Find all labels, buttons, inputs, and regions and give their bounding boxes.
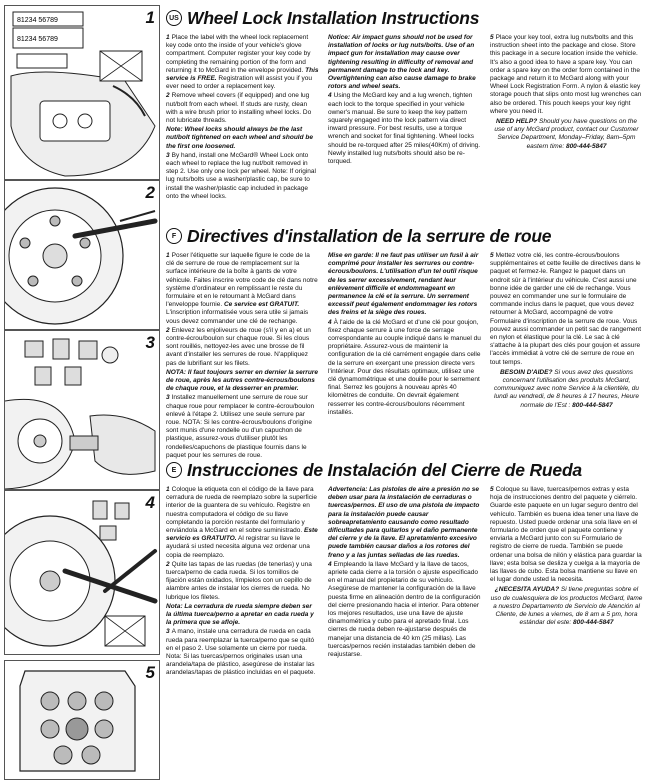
english-column-1 bbox=[166, 34, 319, 202]
english-heading bbox=[166, 8, 644, 28]
language-badge-f: F bbox=[166, 228, 182, 244]
step-5-text: 5 Mettez votre clé, les contre-écrous/boulons supplémentaires et cette feuille de directives dans le paquet et fermez-le. Rangez le paquet dans un endroit sûr à l'intérieur du véhicule. C'est aussi une bonne idée de garder une clé de rechange. Vous pouvez en commander une sur le formulaire de commande inclus dans le paquet, que vous devez retourner à McGard, accompagné de votre Formulaire d'inscription de la serrure de roue. Vous pouvez aussi commander un petit sac de rangement en nylon et élastique pour la clé. Le sac à clé s'attache à la plupart des clés pour goujon et assure l'accès immédiat à votre clé de serrure de roue en tout temps. bbox=[490, 252, 642, 366]
step-4-text: 4 Using the McGard key and a lug wrench, tighten each lock to the torque specified in your vehicle owner's manual. Be sure to keep the key pattern squarely engaged into the lock pattern via direct inward pressure. For best results, use a torque wrench and socket for final tightening. Wheel locks should be re-torqued after 25 miles(40Km) of driving. Newly installed lug nuts/bolts should also be re-torqued. bbox=[328, 92, 481, 166]
french-column-1 bbox=[166, 252, 319, 461]
notice-text: Notice: Air impact guns should not be used for installation of locks or lug nuts/bolts. Use of an impact gun for installation may cause over tightening resulting in difficulty of removal and permanent damage to the lock and key. Overtightening can also cause damage to brake rotors and wheel seats. bbox=[328, 34, 476, 91]
language-badge-us: US bbox=[166, 10, 182, 26]
lock-installation-drawing bbox=[5, 331, 160, 490]
step-4-text: 4 Empleando la llave McGard y la llave de tacos, apriete cada cierre a la torsión o ajuste especificado en el manual del propietario de su vehículo. Asegúrese de mantener la configuración de la llave puesta firme en alineación dentro de la configuración del cierre presionando hacia el interior. Para obtener los mejores resultados, use una llave de ajuste dinamométrica y cubo para el apretado final. Los cierres de rueda deben re-ajustarse después de manejar una distancia de 40 km (25 millas). Las tuercas/pernos recién instaladas también deben de reajustarse. bbox=[328, 560, 481, 659]
illustration-step-3 bbox=[4, 330, 160, 490]
phone-number: 800-444-5847 bbox=[565, 142, 607, 150]
wheel-cover-removal-drawing bbox=[5, 181, 160, 330]
note-text: Nota: La cerradura de rueda siempre deben ser la última tuerca/perno a apretar en cada rueda y la primera que se afloje. bbox=[166, 602, 314, 627]
step-number: 4 bbox=[145, 493, 155, 512]
phone-number: 800-444-5847 bbox=[572, 401, 613, 409]
step-1-text: 1 Coloque la etiqueta con el código de la llave para cerradura de rueda de reemplazo sobre la superficie interior de la guantera de su vehículo. Registre en nuestra computadora el código de su llave completando la porción restante del formulario y enviándola a McGard en el sobre suministrado. Este servicio es GRATUITO. Al registrar su llave le ayudará si usted necesita alguna vez ordenar una copia de reemplazo. bbox=[166, 486, 318, 559]
key-code-label: 81234 56789 bbox=[17, 36, 58, 43]
illustration-step-5 bbox=[4, 660, 160, 780]
spanish-column-1 bbox=[166, 486, 319, 679]
step-5-text: 5 Place your key tool, extra lug nuts/bolts and this instruction sheet into the package and close. Store this package in a secure location inside the vehicle. It's also a good idea to have a spare key. You can order a spare key on the order form contained in the package and return it to McGard along with your Wheel Lock Registration Form. A nylon & elastic key storage pouch that slips onto most lug wrenches can also be ordered. This pouch keeps your key right where you need it. bbox=[490, 34, 642, 115]
french-title: Directives d'installation de la serrure de roue bbox=[187, 225, 552, 246]
help-text: ¿NECESITA AYUDA? Si tiene preguntas sobre el uso de cualesquiera de los productos McGard, llame a nuestro Departamento de Servicio de Atención al Cliente, de lunes a viernes, de 8 am a 5 pm, hora estándar del este: 800-444-5847 bbox=[490, 586, 643, 627]
step-3-text: 3 Installez manuellement une serrure de roue sur chaque roue pour remplacer le contre-écrou/boulon enlevé à l'étape 2. Utilisez une seule serrure par roue. NOTA: Si les contre-écrous/boulons d'origine sont munis d'une rondelle ou d'un capuchon de plastique, assurez-vous d'utiliser plutôt les rondelles/capuchons de plastique fournis dans le paquet pour les serrures de roue. bbox=[166, 394, 315, 459]
french-column-2 bbox=[328, 252, 481, 461]
english-section bbox=[166, 8, 644, 218]
french-heading bbox=[166, 226, 644, 246]
spanish-section bbox=[166, 460, 644, 780]
spanish-title: Instrucciones de Instalación del Cierre de Rueda bbox=[187, 459, 582, 480]
key-code-label: 81234 56789 bbox=[17, 17, 58, 24]
notice-text: Mise en garde: Il ne faut pas utiliser un fusil à air comprimé pour installer les serrures ou contre-écrous/boulons. L'utilisation d'un tel outil risque de les serrer excessivement, rendant leur enlèvement difficile et endommageant en permanence la clé et la serrure. Un serrement excessif peut également endommager les rotors des freins et la siège des roues. bbox=[328, 252, 479, 317]
spanish-column-2 bbox=[328, 486, 481, 679]
english-columns bbox=[166, 34, 644, 202]
step-2-text: 2 Remove wheel covers (if equipped) and one lug nut/bolt from each wheel. If studs are rusty, clean with a wire brush prior to installing wheel locks. Do not lubricate threads. bbox=[166, 92, 312, 125]
english-column-3 bbox=[490, 34, 643, 202]
step-1-text: 1 Poser l'étiquette sur laquelle figure le code de la clé de serrure de roue de remplacement sur la surface intérieure de la boîte à gants de votre véhicule. Faites inscrire votre code de clé dans notre système d'ordinateur en remplissant le reste du formulaire et en le retournant à McGard dans l'enveloppe fournie. Ce service est GRATUIT. L'inscription informatisée vous sera utile si jamais vous devez commander une clé de rechange. bbox=[166, 252, 318, 325]
spanish-heading bbox=[166, 460, 644, 480]
spanish-columns bbox=[166, 486, 644, 679]
step-1-text: 1 Place the label with the wheel lock replacement key code onto the inside of your vehicle's glove compartment. Computer register your key code by completing the remaining portion of the form and returning it to McGard in the envelope provided. This service is FREE. Registration will assist you if you ever need to order a replacement key. bbox=[166, 34, 319, 91]
step-4-text: 4 À l'aide de la clé McGard et d'une clé pour goujon, fixez chaque serrure à une force de serrage correspondante au couple indiqué dans le manuel du propriétaire. Assurez-vous de maintenir la configuration de la clé carrément engagée dans celle de la serrure en exerçant une pression directe vers l'intérieur. Pour des résultats optimaux, utilisez une clé dynamométrique et une douille pour le serrement final. Serrez les goujons à nouveau après 40 kilomètres de conduite. On devrait également resserrer les contre-écrous/boulons récemment installés. bbox=[328, 318, 481, 416]
spanish-column-3 bbox=[490, 486, 643, 679]
storage-package-drawing bbox=[5, 661, 160, 780]
illustration-step-1 bbox=[4, 5, 160, 180]
illustration-step-4 bbox=[4, 490, 160, 655]
french-column-3 bbox=[490, 252, 643, 461]
glove-box-drawing bbox=[5, 6, 160, 180]
help-text: NEED HELP? Should you have questions on the use of any McGard product, contact our Customer Service Department, Monday–Friday, 8am–5pm eastern time: 800-444-5847 bbox=[494, 118, 639, 150]
french-section bbox=[166, 225, 644, 459]
step-number: 2 bbox=[145, 183, 155, 202]
step-number: 3 bbox=[145, 333, 155, 352]
language-badge-e: E bbox=[166, 462, 182, 478]
step-3-text: 3 A mano, instale una cerradura de rueda en cada rueda para reemplazar la tuerca/perno que se quitó en el paso 2. Use solamente un cierre por rueda. Nota: Si las tuercas/pernos originales usan una arandela/tapa de plástico, asegúrese de instalar las arandelas/tapas de plástico incluidas en el paquete. bbox=[166, 628, 316, 677]
step-3-text: 3 By hand, install one McGard® Wheel Lock onto each wheel to replace the lug nut/bolt removed in step 2. Use only one lock per wheel. Note: If original lug nuts/bolts use a washer/plastic cap, be sure to install the washer/plastic cap included in package onto the wheel locks. bbox=[166, 151, 316, 200]
notice-text: Advertencia: Las pistolas de aire a presión no se deben usar para la instalación de cerraduras o tuercas/pernos. El uso de una pistola de impacto para la instalación puede causar sobreapretamiento causando como resultado dificultades para quitarlos y el daño permanente del cierre y de la llave. El apretamiento excesivo puede también causar daños a los rotores del freno y a las juntas selladas de las ruedas. bbox=[328, 486, 480, 559]
english-title: Wheel Lock Installation Instructions bbox=[187, 7, 480, 28]
english-column-2 bbox=[328, 34, 481, 202]
note-text: Note: Wheel locks should always be the last nut/bolt tightened on each wheel and should be the first one loosened. bbox=[166, 126, 313, 150]
step-number: 5 bbox=[145, 663, 155, 682]
illustration-step-2 bbox=[4, 180, 160, 330]
torque-tightening-drawing bbox=[5, 491, 160, 655]
step-number: 1 bbox=[145, 8, 155, 27]
phone-number: 800-444-5847 bbox=[573, 619, 614, 627]
step-5-text: 5 Coloque su llave, tuercas/pernos extras y esta hoja de instrucciones dentro del paquete y ciérrelo. Guarde este paquete en un lugar seguro dentro del vehículo. También es buena idea tener una llave de repuesto. Usted puede ordenar una sola llave en el formulario de orden que el paquete contiene y enviarla a McGard junto con su Formulario de registro de cierre de rueda. También se puede ordenar una bolsa de nilón y elástica para guardar la llave; esta bolsa se desliza y cuelga a la mayoría de las llaves de cubo. Esta bolsa mantiene su llave en el lugar donde usted la necesita. bbox=[490, 486, 642, 584]
step-2-text: 2 Enlevez les enjoliveurs de roue (s'il y en a) et un contre-écrou/boulon sur chaque roue. Si les clous sont rouillés, nettoyez-les avec une brosse de fil avant d'installer les serrures de roue. N'appliquez pas de lubrifiant sur les filets. bbox=[166, 326, 311, 367]
note-text: NOTA: Il faut toujours serrer en dernier la serrure de roue, après les autres contre-écrous/boulons de chaque roue, et la desserrer en premier. bbox=[166, 368, 318, 393]
step-2-text: 2 Quite las tapas de las ruedas (de tenerlas) y una tuerca/perno de cada rueda. Si los tornillos de fijación están oxidados, límpielos con un cepillo de alambre antes de instalar los cierres de rueda. No lubrique los filetes. bbox=[166, 560, 312, 601]
french-columns bbox=[166, 252, 644, 461]
help-text: BESOIN D'AIDE? Si vous avez des questions concernant l'utilisation des produits McGard, communiquez avec notre Service à la clientèle, du lundi au vendredi, de 8 heures à 17 heures, Heure normale de l'Est : 800-444-5847 bbox=[494, 368, 639, 409]
